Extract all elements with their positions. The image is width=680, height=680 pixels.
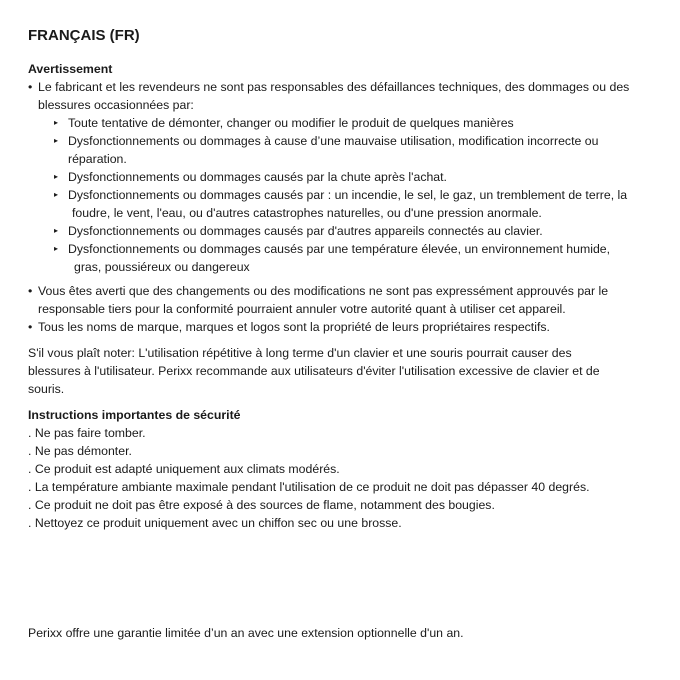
warning-bullet-1: [28, 78, 658, 276]
sub-item-2: [38, 132, 658, 168]
safety-heading: Instructions importantes de sécurité: [28, 408, 241, 422]
warning-list: [28, 78, 658, 336]
document-page: [28, 26, 658, 532]
triangle-bullet-icon: ▸: [54, 172, 59, 181]
sub-item-1: [38, 114, 658, 132]
note-line-2: blessures à l'utilisateur. Perixx recommande aux utilisateurs d'éviter l'utilisation excessive de clavier et de: [28, 364, 600, 378]
safety-item: . Ne pas faire tomber.: [28, 426, 146, 440]
sub-item-text: Dysfonctionnements ou dommages causés par une température élevée, un environnement humide,: [68, 242, 611, 256]
sub-item-6: [38, 240, 658, 276]
warning-bullet-3: • Tous les noms de marque, marques et logos sont la propriété de leurs propriétaires respectifs.: [28, 318, 658, 336]
liability-sub-list: [38, 114, 658, 276]
safety-item: . La température ambiante maximale pendant l'utilisation de ce produit ne doit pas dépasser 40 degrés.: [28, 480, 590, 494]
sub-item-text: Toute tentative de démonter, changer ou modifier le produit de quelques manières: [68, 116, 514, 130]
usage-note: [28, 344, 658, 398]
warranty-footer: Perixx offre une garantie limitée d’un an avec une extension optionnelle d'un an.: [28, 626, 464, 640]
triangle-bullet-icon: ▸: [54, 244, 59, 253]
warning-heading: Avertissement: [28, 62, 113, 76]
warning-bullet-2-line-1: • Vous êtes averti que des changements ou des modifications ne sont pas expressément approuvés par le: [38, 284, 609, 298]
warning-bullet-2: [28, 282, 658, 318]
sub-item-text: Dysfonctionnements ou dommages causés par : un incendie, le sel, le gaz, un tremblement de terre, la: [68, 188, 628, 202]
sub-item-text: foudre, le vent, l'eau, ou d'autres catastrophes naturelles, ou d'une pression anormale.: [72, 206, 542, 220]
sub-item-text: Dysfonctionnements ou dommages causés par la chute après l'achat.: [68, 170, 447, 184]
sub-item-text: Dysfonctionnements ou dommages causés par d'autres appareils connectés au clavier.: [68, 224, 543, 238]
safety-item: . Nettoyez ce produit uniquement avec un chiffon sec ou une brosse.: [28, 516, 402, 530]
note-line-3: souris.: [28, 382, 65, 396]
sub-item-text: gras, poussiéreux ou dangereux: [74, 260, 250, 274]
sub-item-3: [38, 168, 658, 186]
triangle-bullet-icon: ▸: [54, 190, 59, 199]
safety-item: . Ce produit est adapté uniquement aux climats modérés.: [28, 462, 340, 476]
safety-item: . Ne pas démonter.: [28, 444, 132, 458]
sub-item-text: réparation.: [68, 152, 127, 166]
language-title: FRANÇAIS (FR): [28, 27, 140, 44]
warning-bullet-1-line-2: blessures occasionnées par:: [38, 98, 194, 112]
triangle-bullet-icon: ▸: [54, 136, 59, 145]
sub-item-5: [38, 222, 658, 240]
safety-list: [28, 424, 658, 532]
warning-bullet-1-line-1: • Le fabricant et les revendeurs ne sont pas responsables des défaillances techniques, des dommages ou des: [38, 80, 630, 94]
sub-item-text: Dysfonctionnements ou dommages à cause d’une mauvaise utilisation, modification incorrecte ou: [68, 134, 599, 148]
note-line-1: S'il vous plaît noter: L'utilisation répétitive à long terme d'un clavier et une souris pourrait causer des: [28, 346, 572, 360]
triangle-bullet-icon: ▸: [54, 118, 59, 127]
warning-bullet-2-line-2: responsable tiers pour la conformité pourraient annuler votre autorité quant à utiliser cet appareil.: [38, 302, 566, 316]
safety-item: . Ce produit ne doit pas être exposé à des sources de flame, notamment des bougies.: [28, 498, 495, 512]
triangle-bullet-icon: ▸: [54, 226, 59, 235]
sub-item-4: [38, 186, 658, 222]
